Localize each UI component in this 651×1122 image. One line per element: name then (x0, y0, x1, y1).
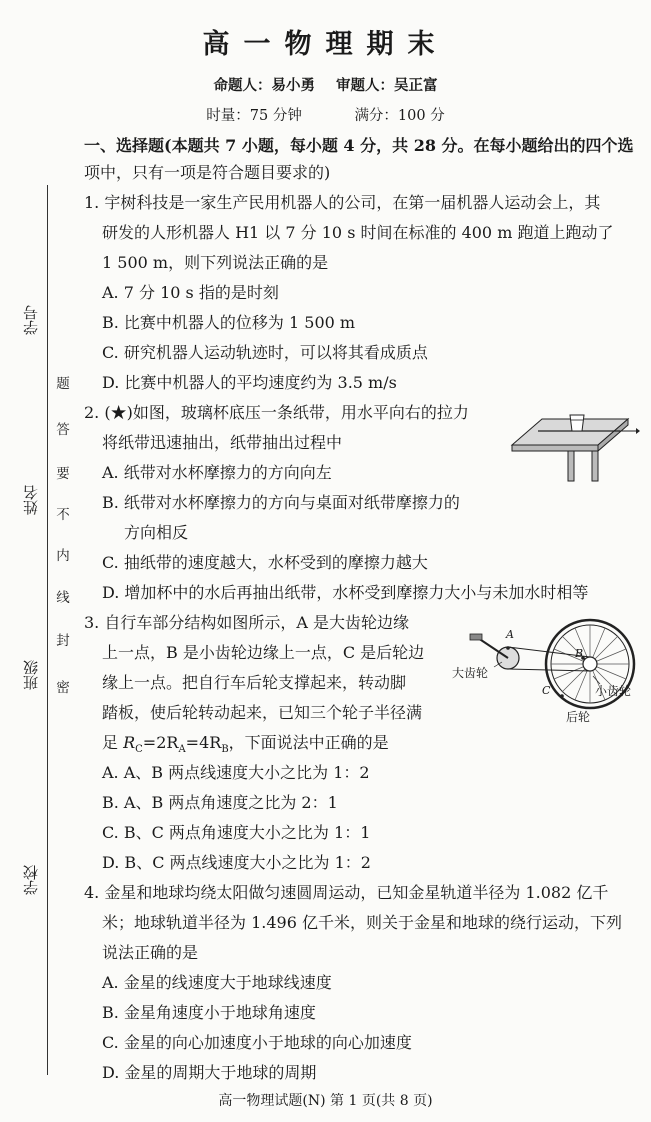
section-heading-cont: 项中，只有一项是符合题目要求的) (84, 163, 331, 182)
q3-option-c: C. B、C 两点角速度大小之比为 1：1 (102, 823, 371, 842)
seal-char: 不 (56, 507, 70, 523)
q1-stem: 1. 宇树科技是一家生产民用机器人的公司，在第一届机器人运动会上，其 (84, 193, 601, 212)
q3-stem: 缘上一点。把自行车后轮支撑起来，转动脚 (102, 673, 407, 692)
school-label: 学校 (22, 865, 40, 895)
q2-option-b: B. 纸带对水杯摩擦力的方向与桌面对纸带摩擦力的 (102, 493, 460, 512)
seal-line-text (52, 0, 74, 1122)
q1-option-d: D. 比赛中机器人的平均速度约为 3.5 m/s (102, 373, 397, 392)
point-c-label: C (542, 684, 551, 697)
q1-stem: 研发的人形机器人 H1 以 7 分 10 s 时间在标准的 400 m 跑道上跑动了 (102, 223, 614, 242)
q2-option-a: A. 纸带对水杯摩擦力的方向向左 (102, 463, 332, 482)
time-limit: 时量：75 分钟 (206, 108, 302, 124)
q1-option-b: B. 比赛中机器人的位移为 1 500 m (102, 313, 356, 332)
q4-option-d: D. 金星的周期大于地球的周期 (102, 1063, 317, 1082)
seal-char: 内 (56, 548, 70, 564)
q3-condition: 足 $R_C=2R_A=4R_B$，下面说法中正确的是 (102, 733, 389, 756)
small-gear-label: 小齿轮 (595, 684, 632, 698)
seal-char: 线 (56, 590, 70, 606)
section-heading: 一、选择题(本题共 7 小题，每小题 4 分，共 28 分。在每小题给出的四个选 (84, 136, 634, 155)
setter: 命题人：易小勇 (213, 77, 315, 94)
point-b-label: B (575, 647, 584, 660)
q3-stem: 3. 自行车部分结构如图所示，A 是大齿轮边缘 (84, 613, 409, 632)
q3-option-a: A. A、B 两点线速度大小之比为 1：2 (102, 763, 370, 782)
q3-option-d: D. B、C 两点线速度大小之比为 1：2 (102, 853, 371, 872)
point-a-label: A (506, 628, 514, 641)
page-title: 高一物理期末 (202, 29, 449, 60)
q3-stem: 上一点，B 是小齿轮边缘上一点，C 是后轮边 (102, 643, 425, 662)
seal-char: 答 (56, 422, 70, 438)
rear-wheel-label: 后轮 (566, 710, 591, 724)
big-gear-label: 大齿轮 (452, 666, 489, 680)
bicycle-figure (450, 612, 645, 736)
full-score: 满分：100 分 (354, 108, 445, 124)
binding-line (47, 185, 48, 1075)
q3-stem: 踏板，使后轮转动起来，已知三个轮子半径满 (102, 703, 423, 722)
q1-stem: 1 500 m，则下列说法正确的是 (102, 253, 329, 272)
q2-option-c: C. 抽纸带的速度越大，水杯受到的摩擦力越大 (102, 553, 428, 572)
q3-option-b: B. A、B 两点角速度之比为 2：1 (102, 793, 338, 812)
q4-option-c: C. 金星的向心加速度小于地球的向心加速度 (102, 1033, 412, 1052)
seal-char: 密 (56, 680, 70, 696)
q4-stem: 米；地球轨道半径为 1.496 亿千米，则关于金星和地球的绕行运动，下列 (102, 913, 622, 932)
q1-option-a: A. 7 分 10 s 指的是时刻 (102, 283, 279, 302)
student-id-label: 学号 (22, 305, 40, 335)
seal-char: 要 (56, 466, 70, 482)
q4-option-b: B. 金星角速度小于地球角速度 (102, 1003, 316, 1022)
q1-option-c: C. 研究机器人运动轨迹时，可以将其看成质点 (102, 343, 428, 362)
reviewer: 审题人：吴正富 (336, 77, 438, 94)
q2-option-d: D. 增加杯中的水后再抽出纸带，水杯受到摩擦力大小与未加水时相等 (102, 583, 589, 602)
exam-content (84, 0, 640, 1122)
q2-option-b-cont: 方向相反 (124, 523, 189, 542)
seal-char: 封 (56, 633, 70, 649)
table-cup-figure (508, 405, 640, 483)
q2-stem: 将纸带迅速抽出，纸带抽出过程中 (102, 433, 343, 452)
q4-stem: 4. 金星和地球均绕太阳做匀速圆周运动，已知金星轨道半径为 1.082 亿千 (84, 883, 609, 902)
page-footer: 高一物理试题(N) 第 1 页(共 8 页) (218, 1093, 433, 1109)
name-label: 姓名 (22, 485, 40, 515)
seal-char: 题 (56, 376, 70, 392)
q2-stem: 2. (★)如图，玻璃杯底压一条纸带，用水平向右的拉力 (84, 403, 469, 422)
q4-option-a: A. 金星的线速度大于地球线速度 (102, 973, 332, 992)
q4-stem: 说法正确的是 (102, 943, 199, 962)
class-label: 班级 (22, 660, 40, 690)
